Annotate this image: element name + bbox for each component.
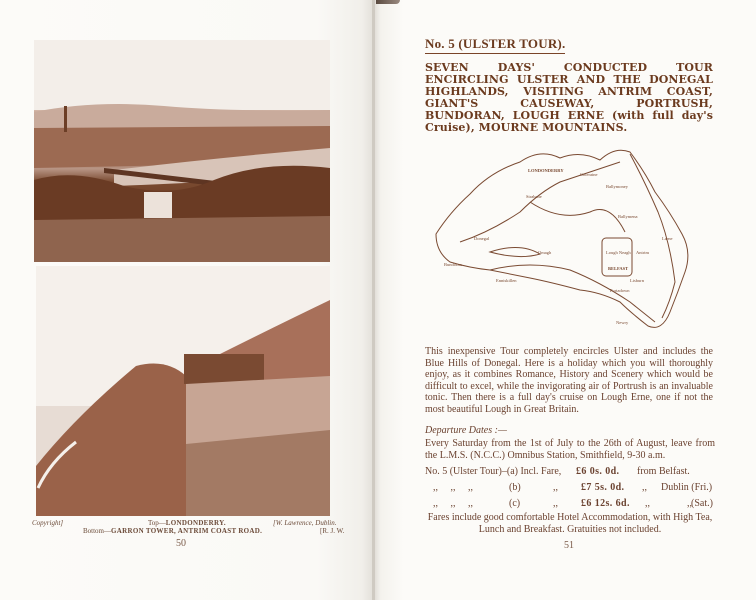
fare-amount: £7 5s. 0d.	[581, 482, 625, 493]
departure-dates-label: Departure Dates :—	[425, 425, 507, 436]
map-label-belfast: BELFAST	[608, 266, 629, 271]
page-corner-shadow	[376, 0, 400, 4]
tour-headline: SEVEN DAYS' CONDUCTED TOUR ENCIRCLING ULSTER AND THE DONEGAL HIGHLANDS, VISITING ANTRIM COAST, GIANT'S CAUSEWAY, PORTRUSH, BUNDORAN, LOUGH ERNE (with full day's Cruise), MOURNE MOUNTAINS.	[425, 61, 713, 134]
fare-amount: £6 0s. 0d.	[576, 466, 620, 477]
map-label-lough-neagh: Lough Neagh	[606, 250, 631, 255]
page-number-left: 50	[176, 538, 186, 549]
page-number-right: 51	[564, 540, 574, 551]
fare-from: from Belfast.	[637, 466, 690, 477]
left-page	[0, 0, 373, 600]
map-label-newry: Newry	[616, 320, 629, 325]
map-label-ballymoney: Ballymoney	[606, 184, 628, 189]
londonderry-photo-illustration	[34, 40, 330, 262]
map-label-enniskillen: Enniskillen	[496, 278, 517, 283]
field	[34, 216, 330, 262]
fares-note: Fares include good comfortable Hotel Accommodation, with High Tea, Lunch and Breakfast. Gratuities not included.	[427, 512, 713, 535]
copyright-note: Copyright]	[32, 519, 64, 527]
fare-option: (c)	[509, 498, 521, 509]
fare-row-b	[425, 482, 715, 498]
caption-bottom-subject: GARRON TOWER, ANTRIM COAST ROAD.	[111, 527, 263, 535]
caption-top-prefix: Top—	[148, 519, 166, 527]
tour-title: No. 5 (ULSTER TOUR).	[425, 36, 565, 54]
ulster-map-drawing	[430, 142, 700, 338]
caption-top-subject: LONDONDERRY.	[165, 519, 226, 527]
caption-top-credit: [W. Lawrence, Dublin.	[273, 519, 337, 527]
fares-table	[425, 466, 715, 514]
lough-erne	[490, 247, 540, 256]
map-label-strabane: Strabane	[526, 194, 542, 199]
map-label-larne: Larne	[662, 236, 673, 241]
fare-option: (b)	[509, 482, 521, 493]
fare-tour: ,, ,, ,,	[433, 482, 473, 493]
fare-tour: ,, ,, ,,	[433, 498, 473, 509]
map-label-bundoran: Bundoran	[444, 262, 462, 267]
fare-day: (Sat.)	[691, 498, 713, 509]
map-label-coleraine: Coleraine	[580, 172, 598, 177]
photo-garron-tower	[36, 266, 330, 516]
church-spire	[64, 106, 67, 132]
ulster-map	[430, 142, 700, 338]
map-label-lisburn: Lisburn	[630, 278, 644, 283]
route-line-south	[490, 265, 655, 322]
house	[144, 192, 172, 218]
caption-top	[148, 519, 226, 527]
caption-bottom-prefix: Bottom—	[83, 527, 112, 535]
fare-ditto: ,,	[642, 482, 647, 493]
caption-bottom-credit: [R. J. W.	[320, 527, 345, 535]
fare-amount: £6 12s. 6d.	[581, 498, 630, 509]
fare-from: ,,	[687, 498, 692, 509]
book-spine	[372, 0, 375, 600]
fare-from: Dublin (Fri.)	[661, 482, 713, 493]
map-label-ballymena: Ballymena	[618, 214, 638, 219]
map-label-omagh: Omagh	[538, 250, 552, 255]
map-label-portadown: Portadown	[610, 288, 630, 293]
route-line-inner	[530, 202, 625, 232]
tour-description: This inexpensive Tour completely encircles Ulster and includes the Blue Hills of Donegal. Here is a holiday which you will thoroughly enjoy, as it combines Romance, History and Scenery which would be difficult to excel, while the invigorating air of Portrush is an invaluable tonic. Then there is a full day's cruise on Lough Erne, one if not the most beautiful Lough in Great Britain.	[425, 346, 713, 415]
caption-bottom	[83, 527, 262, 535]
garron-tower-photo-illustration	[36, 266, 330, 516]
fare-incl: ,,	[553, 482, 558, 493]
fare-row-a	[425, 466, 715, 482]
fare-incl: ,,	[553, 498, 558, 509]
garron-tower	[184, 354, 264, 384]
map-label-antrim: Antrim	[636, 250, 649, 255]
departure-dates-text: Every Saturday from the 1st of July to the 26th of August, leave from the L.M.S. (N.C.C.) Omnibus Station, Smithfield, 9-30 a.m.	[425, 438, 715, 461]
map-label-londonderry: LONDONDERRY	[528, 168, 564, 173]
photo-londonderry	[34, 40, 330, 262]
fare-ditto: ,,	[645, 498, 650, 509]
garden-terraces	[186, 430, 330, 516]
fare-tour: No. 5 (Ulster Tour)–(a) Incl. Fare,	[425, 466, 562, 477]
map-label-donegal: Donegal	[474, 236, 490, 241]
sky	[34, 40, 330, 110]
